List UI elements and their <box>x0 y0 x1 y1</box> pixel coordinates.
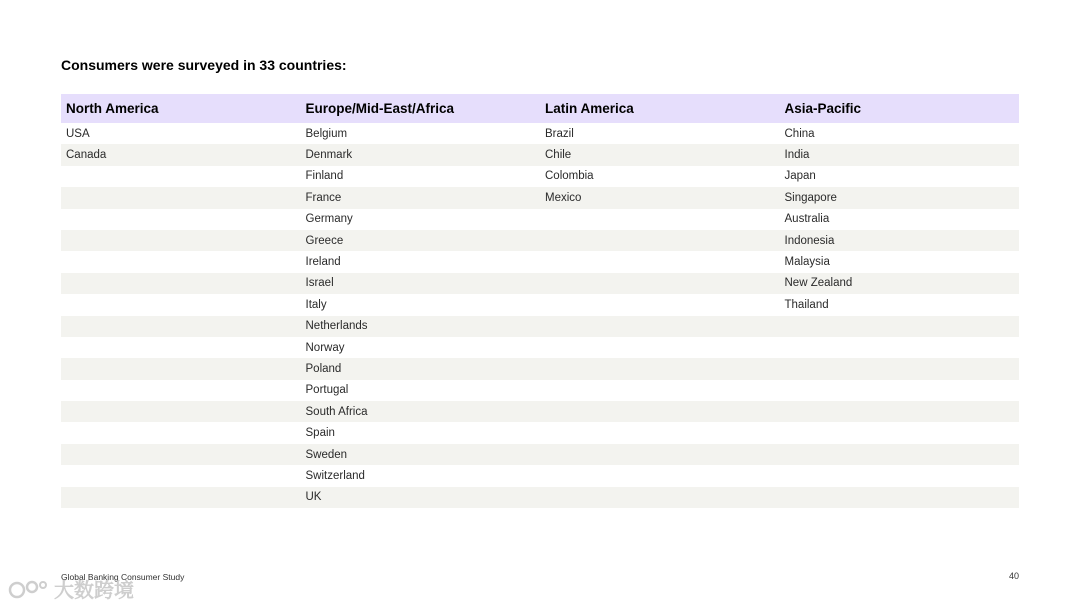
column-header-europe-mid-east-africa: Europe/Mid-East/Africa <box>305 101 455 116</box>
table-row <box>61 358 1019 379</box>
table-cell-asia-pacific: New Zealand <box>784 277 853 290</box>
table-cell-asia-pacific: China <box>784 127 815 140</box>
table-row <box>61 422 1019 443</box>
table-cell-europe-mid-east-africa: Poland <box>305 362 342 375</box>
table-cell-asia-pacific: Indonesia <box>784 234 835 247</box>
table-cell-latin-america: Chile <box>545 149 572 162</box>
table-row <box>61 144 1019 165</box>
table-cell-europe-mid-east-africa: Germany <box>305 213 353 226</box>
table-cell-north-america: Canada <box>66 149 107 162</box>
table-row <box>61 444 1019 465</box>
table-cell-europe-mid-east-africa: Italy <box>305 298 327 311</box>
table-cell-asia-pacific: India <box>784 149 810 162</box>
table-cell-north-america: USA <box>66 127 90 140</box>
table-row <box>61 316 1019 337</box>
watermark <box>8 574 134 603</box>
table-cell-europe-mid-east-africa: France <box>305 191 342 204</box>
table-row <box>61 337 1019 358</box>
table-row <box>61 187 1019 208</box>
table-cell-europe-mid-east-africa: Switzerland <box>305 469 365 482</box>
table-cell-europe-mid-east-africa: Norway <box>305 341 345 354</box>
table-cell-europe-mid-east-africa: Israel <box>305 277 334 290</box>
table-row <box>61 294 1019 315</box>
column-header-asia-pacific: Asia-Pacific <box>784 101 862 116</box>
table-body <box>61 123 1019 508</box>
table-cell-europe-mid-east-africa: Sweden <box>305 448 348 461</box>
footer-study-name: Global Banking Consumer Study <box>61 572 185 582</box>
table-cell-europe-mid-east-africa: Denmark <box>305 149 353 162</box>
page-title: Consumers were surveyed in 33 countries: <box>61 57 347 73</box>
table-cell-asia-pacific: Thailand <box>784 298 829 311</box>
table-row <box>61 123 1019 144</box>
table-cell-asia-pacific: Singapore <box>784 191 837 204</box>
table-row <box>61 230 1019 251</box>
watermark-logo-icon <box>8 578 50 600</box>
table-cell-europe-mid-east-africa: South Africa <box>305 405 368 418</box>
table-cell-europe-mid-east-africa: Finland <box>305 170 344 183</box>
table-header-row <box>61 94 1019 123</box>
table-cell-europe-mid-east-africa: Netherlands <box>305 320 368 333</box>
table-row <box>61 273 1019 294</box>
table-cell-asia-pacific: Malaysia <box>784 256 830 269</box>
table-cell-asia-pacific: Japan <box>784 170 816 183</box>
table-cell-latin-america: Colombia <box>545 170 594 183</box>
table-cell-asia-pacific: Australia <box>784 213 830 226</box>
table-cell-europe-mid-east-africa: Spain <box>305 427 335 440</box>
table-cell-europe-mid-east-africa: Portugal <box>305 384 349 397</box>
column-header-latin-america: Latin America <box>545 101 634 116</box>
table-cell-latin-america: Brazil <box>545 127 574 140</box>
table-row <box>61 380 1019 401</box>
table-row <box>61 209 1019 230</box>
table-row <box>61 166 1019 187</box>
column-header-north-america: North America <box>66 101 159 116</box>
page-number: 40 <box>1008 571 1019 581</box>
table-row <box>61 465 1019 486</box>
table-row <box>61 401 1019 422</box>
table-cell-europe-mid-east-africa: UK <box>305 491 322 504</box>
table-row <box>61 487 1019 508</box>
table-cell-europe-mid-east-africa: Ireland <box>305 256 341 269</box>
table-row <box>61 251 1019 272</box>
table-cell-latin-america: Mexico <box>545 191 582 204</box>
watermark-text: 大数跨境 <box>54 580 134 602</box>
table-cell-europe-mid-east-africa: Greece <box>305 234 344 247</box>
countries-table <box>61 94 1019 508</box>
table-cell-europe-mid-east-africa: Belgium <box>305 127 348 140</box>
